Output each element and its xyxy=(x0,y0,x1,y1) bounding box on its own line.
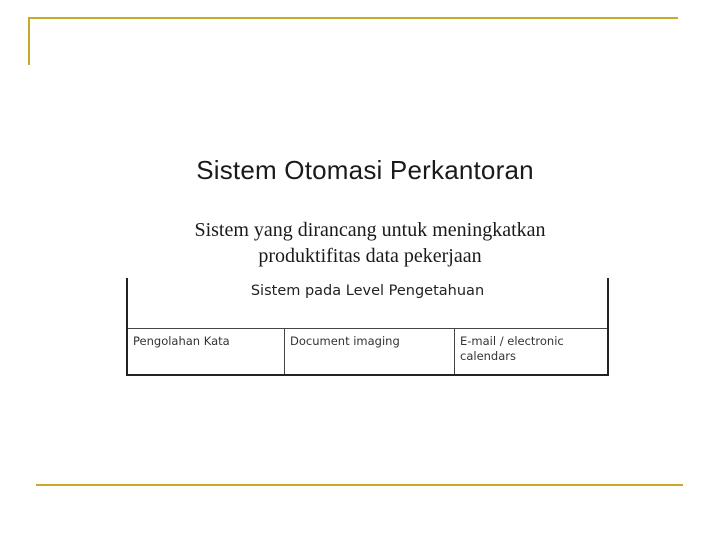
left-accent-line xyxy=(28,17,30,65)
top-accent-line xyxy=(28,17,678,19)
cell-text: calendars xyxy=(460,349,516,363)
table-row-divider xyxy=(128,328,607,329)
cell-text: Document imaging xyxy=(290,334,400,348)
table-cell xyxy=(460,334,606,364)
table-cell xyxy=(290,334,450,349)
subtitle-line-2: produktifitas data pekerjaan xyxy=(258,245,482,267)
table-column-divider xyxy=(454,328,455,374)
knowledge-level-table xyxy=(126,278,609,376)
table-column-divider xyxy=(284,328,285,374)
cell-text: E-mail / electronic xyxy=(460,334,564,348)
cell-text: Pengolahan Kata xyxy=(133,334,230,348)
table-cell xyxy=(133,334,281,349)
table-header: Sistem pada Level Pengetahuan xyxy=(250,283,485,299)
slide-title: Sistem Otomasi Perkantoran xyxy=(196,155,534,185)
slide-subtitle xyxy=(140,217,600,269)
subtitle-line-1: Sistem yang dirancang untuk meningkatkan xyxy=(194,219,546,241)
bottom-accent-line xyxy=(36,484,683,486)
